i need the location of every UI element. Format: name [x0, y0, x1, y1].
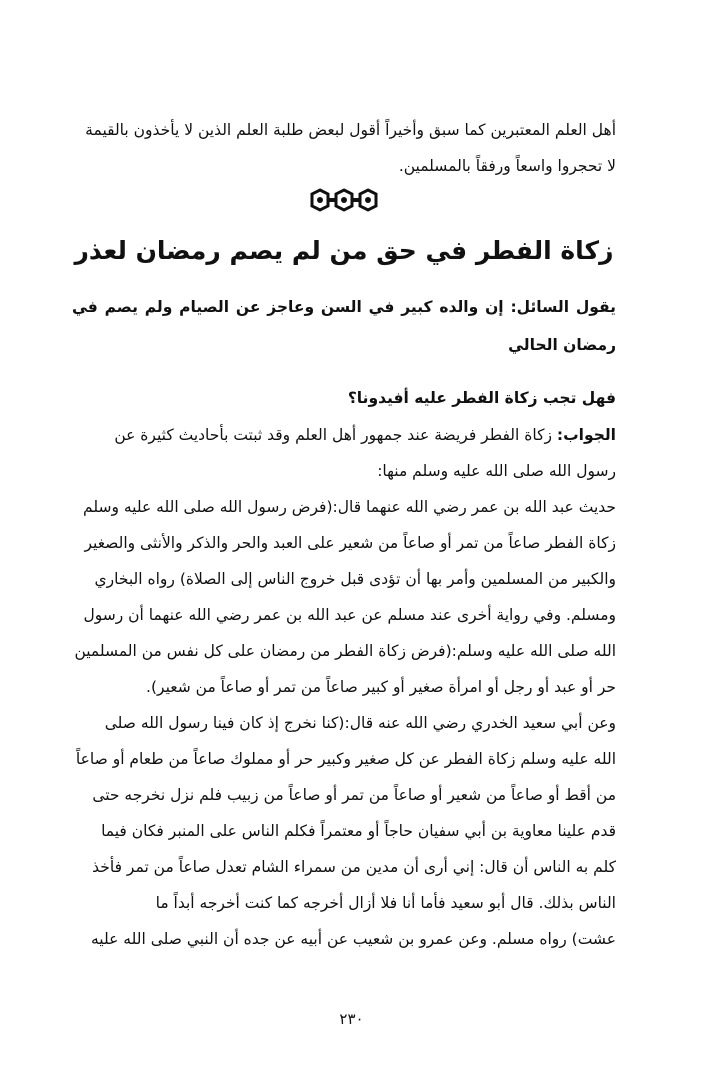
page-number: ٢٣٠ — [339, 1010, 364, 1028]
answer-line-3: حديث عبد الله بن عمر رضي الله عنهما قال:(فرض رسول الله صلى الله عليه وسلم — [83, 498, 616, 516]
answer-line-9: وعن أبي سعيد الخدري رضي الله عنه قال:(كنا نخرج إذ كان فينا رسول الله صلى — [104, 714, 616, 732]
answer-line-1 — [72, 417, 616, 453]
page-body — [72, 112, 616, 957]
answer-line-6: ومسلم. وفي رواية أخرى عند مسلم عن عبد الله بن عمر رضي الله عنهما أن رسول — [83, 606, 616, 624]
answer-line-2: رسول الله صلى الله عليه وسلم منها: — [377, 462, 616, 480]
answer-line-7: الله صلى الله عليه وسلم:(فرض زكاة الفطر من رمضان على كل نفس من المسلمين — [74, 642, 616, 660]
answer-label: الجواب: — [556, 426, 616, 444]
answer-line-14: الناس بذلك. قال أبو سعيد فأما أنا فلا أزال أخرجه كما كنت أخرجه أبداً ما — [155, 894, 616, 912]
intro-line-2: لا تحجروا واسعاً ورفقاً بالمسلمين. — [398, 157, 616, 175]
question-line-2: فهل تجب زكاة الفطر عليه أفيدونا؟ — [347, 389, 616, 407]
answer-line-11: من أقط أو صاعاً من شعير أو صاعاً من تمر أو صاعاً من زبيب فلم نزل نخرجه حتى — [92, 786, 616, 804]
answer-line-15: عشت) رواه مسلم. وعن عمرو بن شعيب عن أبيه عن جده أن النبي صلى الله عليه — [91, 930, 616, 948]
answer-line-12: قدم علينا معاوية بن أبي سفيان حاجاً أو معتمراً فكلم الناس على المنبر فكان فيما — [101, 822, 616, 840]
question-text-1: إن والده كبير في السن وعاجز عن الصيام ولم يصم في رمضان الحالي — [72, 297, 616, 354]
section-heading: زكاة الفطر في حق من لم يصم رمضان لعذر — [74, 236, 614, 265]
answer-line-5: والكبير من المسلمين وأمر بها أن تؤدى قبل خروج الناس إلى الصلاة) رواه البخاري — [94, 570, 616, 588]
section-divider-ornament-icon — [72, 186, 616, 220]
answer-text-1: زكاة الفطر فريضة عند جمهور أهل العلم وقد ثبتت بأحاديث كثيرة عن — [114, 426, 552, 444]
answer-line-4: زكاة الفطر صاعاً من تمر أو صاعاً من شعير على العبد والحر والذكر والأنثى والصغير — [84, 534, 616, 552]
answer-line-13: كلم به الناس أن قال: إني أرى أن مدين من سمراء الشام تعدل صاعاً من تمر فأخذ — [92, 858, 616, 876]
answer-line-10: الله عليه وسلم زكاة الفطر عن كل صغير وكبير حر أو مملوك صاعاً من طعام أو صاعاً — [75, 750, 616, 768]
question-label: يقول السائل: — [510, 297, 616, 316]
answer-line-8: حر أو عبد أو رجل أو امرأة صغير أو كبير صاعاً من تمر أو صاعاً من شعير). — [146, 678, 616, 696]
question-line-1 — [72, 288, 616, 364]
intro-line-1: أهل العلم المعتبرين كما سبق وأخيراً أقول لبعض طلبة العلم الذين لا يأخذون بالقيمة — [85, 121, 616, 139]
